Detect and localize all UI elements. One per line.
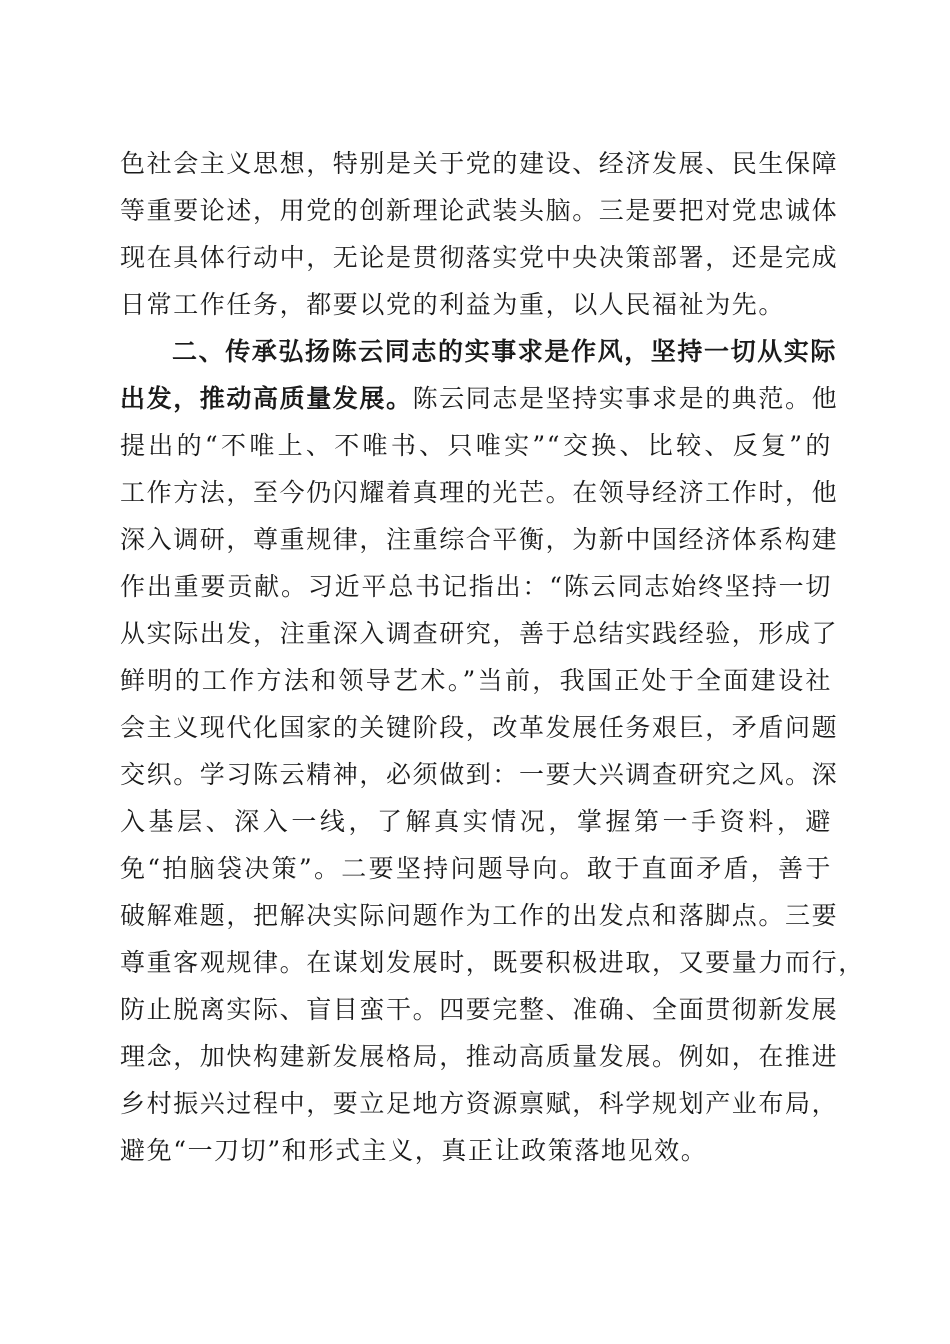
text-line: 从实际出发，注重深入调查研究，善于总结实践经验，形成了 bbox=[120, 619, 839, 648]
text-line: 鲜明的工作方法和领导艺术。”当前，我国正处于全面建设社 bbox=[120, 666, 832, 695]
text-line: 提出的“不唯上、不唯书、只唯实”“交换、比较、反复”的 bbox=[120, 431, 832, 460]
text-line: 理念，加快构建新发展格局，推动高质量发展。例如，在推进 bbox=[120, 1042, 839, 1071]
section-heading-end: 出发，推动高质量发展。 bbox=[120, 384, 413, 413]
text-line: 防止脱离实际、盲目蛮干。四要完整、准确、全面贯彻新发展 bbox=[120, 995, 839, 1024]
text-line: 现在具体行动中，无论是贯彻落实党中央决策部署，还是完成 bbox=[120, 243, 839, 272]
text-line: 破解难题，把解决实际问题作为工作的出发点和落脚点。三要 bbox=[120, 901, 839, 930]
text-line: 作出重要贡献。习近平总书记指出：“陈云同志始终坚持一切 bbox=[120, 572, 832, 601]
text-line: 免“拍脑袋决策”。二要坚持问题导向。敢于直面矛盾，善于 bbox=[120, 854, 832, 883]
text-line-rest: 陈云同志是坚持实事求是的典范。他 bbox=[412, 384, 839, 413]
text-line: 色社会主义思想，特别是关于党的建设、经济发展、民生保障 bbox=[120, 149, 839, 178]
paragraph-2 bbox=[120, 328, 865, 1174]
text-line: 避免“一刀切”和形式主义，真正让政策落地见效。 bbox=[120, 1136, 708, 1165]
text-line: 工作方法，至今仍闪耀着真理的光芒。在领导经济工作时，他 bbox=[120, 478, 839, 507]
text-line: 入基层、深入一线，了解真实情况，掌握第一手资料，避 bbox=[120, 807, 832, 836]
text-line: 乡村振兴过程中，要立足地方资源禀赋，科学规划产业布局， bbox=[120, 1089, 839, 1118]
text-line: 日常工作任务，都要以党的利益为重，以人民福祉为先。 bbox=[120, 290, 786, 319]
text-line: 深入调研，尊重规律，注重综合平衡，为新中国经济体系构建 bbox=[120, 525, 839, 554]
text-line: 尊重客观规律。在谋划发展时，既要积极进取，又要量力而行， bbox=[120, 948, 865, 977]
text-line: 会主义现代化国家的关键阶段，改革发展任务艰巨，矛盾问题 bbox=[120, 713, 839, 742]
text-line bbox=[120, 375, 839, 422]
text-line: 等重要论述，用党的创新理论武装头脑。三是要把对党忠诚体 bbox=[120, 196, 839, 225]
section-heading-line: 二、传承弘扬陈云同志的实事求是作风，坚持一切从实际 bbox=[172, 337, 838, 366]
paragraph-1 bbox=[120, 140, 839, 328]
document-body bbox=[120, 140, 865, 1174]
text-line: 交织。学习陈云精神，必须做到：一要大兴调查研究之风。深 bbox=[120, 760, 839, 789]
